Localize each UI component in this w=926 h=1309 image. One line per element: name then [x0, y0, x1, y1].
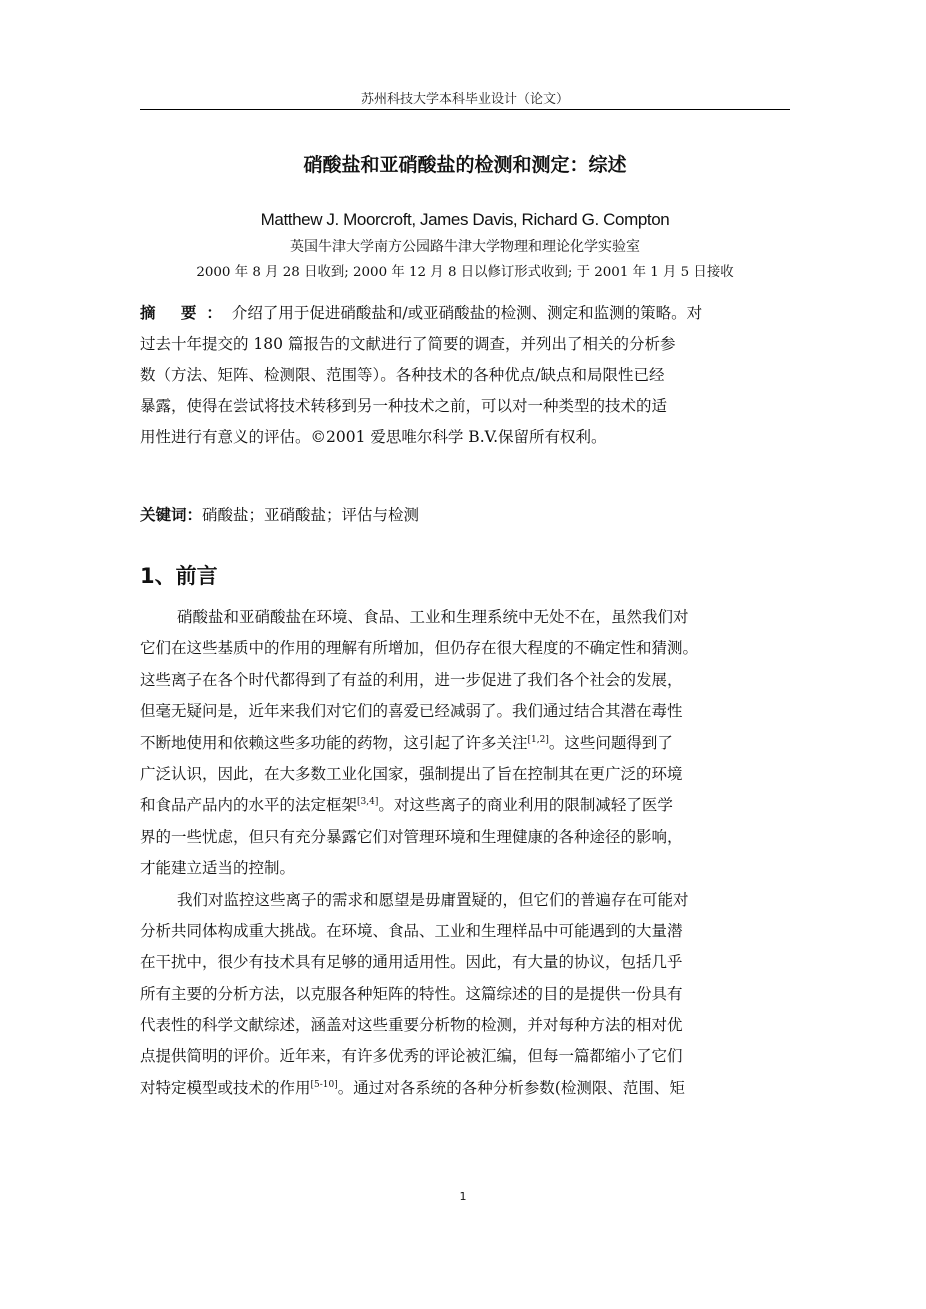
- abstract: [140, 298, 790, 453]
- abstract-line: 暴露，使得在尝试将技术转移到另一种技术之前，可以对一种类型的技术的适: [140, 397, 668, 415]
- abstract-line: 用性进行有意义的评估。©2001 爱思唯尔科学 B.V.保留所有权利。: [140, 428, 607, 446]
- body-text: [140, 602, 790, 1104]
- paragraph-2-line: [140, 1073, 790, 1104]
- author-list: Matthew J. Moorcroft, James Davis, Richard G. Compton: [260, 210, 670, 229]
- paragraph-2-line: 分析共同体构成重大挑战。在环境、食品、工业和生理样品中可能遇到的大量潜: [140, 921, 683, 940]
- paper-title: 硝酸盐和亚硝酸盐的检测和测定：综述: [303, 154, 627, 176]
- paragraph-1-line: 但毫无疑问是，近年来我们对它们的喜爱已经减弱了。我们通过结合其潜在毒性: [140, 702, 683, 721]
- keywords-label: 关键词：: [140, 506, 203, 524]
- keywords: [140, 503, 790, 525]
- abstract-line: [140, 298, 790, 329]
- page-number: 1: [459, 1190, 467, 1203]
- text-run: 。这些问题得到了: [548, 733, 673, 752]
- running-header: 苏州科技大学本科毕业设计（论文）: [360, 92, 569, 107]
- keywords-text: 硝酸盐；亚硝酸盐；评估与检测: [202, 506, 420, 524]
- abstract-line: 过去十年提交的 180 篇报告的文献进行了简要的调查，并列出了相关的分析参: [140, 335, 676, 353]
- paragraph-1-line: [140, 790, 790, 821]
- paragraph-2-line: 在干扰中，很少有技术具有足够的通用适用性。因此，有大量的协议，包括几乎: [140, 953, 683, 972]
- abstract-text: 介绍了用于促进硝酸盐和/或亚硝酸盐的检测、测定和监测的策略。对: [231, 304, 703, 322]
- citation-ref: [3,4]: [357, 797, 379, 808]
- paragraph-1-line: 这些离子在各个时代都得到了有益的利用，进一步促进了我们各个社会的发展，: [140, 670, 683, 689]
- paragraph-1-line: 硝酸盐和亚硝酸盐在环境、食品、工业和生理系统中无处不在，虽然我们对: [177, 608, 689, 626]
- submission-dates: 2000 年 8 月 28 日收到; 2000 年 12 月 8 日以修订形式收到; 于 2001 年 1 月 5 日接收: [196, 265, 734, 280]
- citation-ref: [5-10]: [310, 1079, 338, 1090]
- header-rule: [140, 109, 790, 110]
- paragraph-1-line: 它们在这些基质中的作用的理解有所增加，但仍存在很大程度的不确定性和猜测。: [140, 639, 699, 658]
- text-run: 。通过对各系统的各种分析参数(检测限、范围、矩: [337, 1078, 685, 1097]
- paragraph-2-line: 所有主要的分析方法，以克服各种矩阵的特性。这篇综述的目的是提供一份具有: [140, 984, 683, 1003]
- paragraph-1-line: 才能建立适当的控制。: [140, 859, 296, 878]
- paragraph-1-line: [140, 728, 790, 759]
- paragraph-2-line: 我们对监控这些离子的需求和愿望是毋庸置疑的，但它们的普遍存在可能对: [177, 890, 689, 909]
- paragraph-1-line: 广泛认识，因此，在大多数工业化国家，强制提出了旨在控制其在更广泛的环境: [140, 764, 683, 783]
- text-run: 和食品产品内的水平的法定框架: [140, 796, 358, 815]
- abstract-line: 数（方法、矩阵、检测限、范围等）。各种技术的各种优点/缺点和局限性已经: [140, 366, 665, 384]
- text-run: 不断地使用和依赖这些多功能的药物，这引起了许多关注: [140, 733, 528, 752]
- abstract-label: 摘 要：: [140, 304, 232, 322]
- text-run: 对特定模型或技术的作用: [140, 1078, 311, 1097]
- text-run: 。对这些离子的商业利用的限制减轻了医学: [378, 796, 673, 815]
- paragraph-2-line: 点提供简明的评价。近年来，有许多优秀的评论被汇编，但每一篇都缩小了它们: [140, 1047, 683, 1066]
- section-heading: 1、前言: [140, 564, 218, 588]
- citation-ref: [1,2]: [527, 734, 549, 745]
- paragraph-2-line: 代表性的科学文献综述，涵盖对这些重要分析物的检测，并对每种方法的相对优: [140, 1016, 683, 1035]
- paragraph-1-line: 界的一些忧虑，但只有充分暴露它们对管理环境和生理健康的各种途径的影响，: [140, 827, 683, 846]
- affiliation: 英国牛津大学南方公园路牛津大学物理和理论化学实验室: [290, 239, 640, 255]
